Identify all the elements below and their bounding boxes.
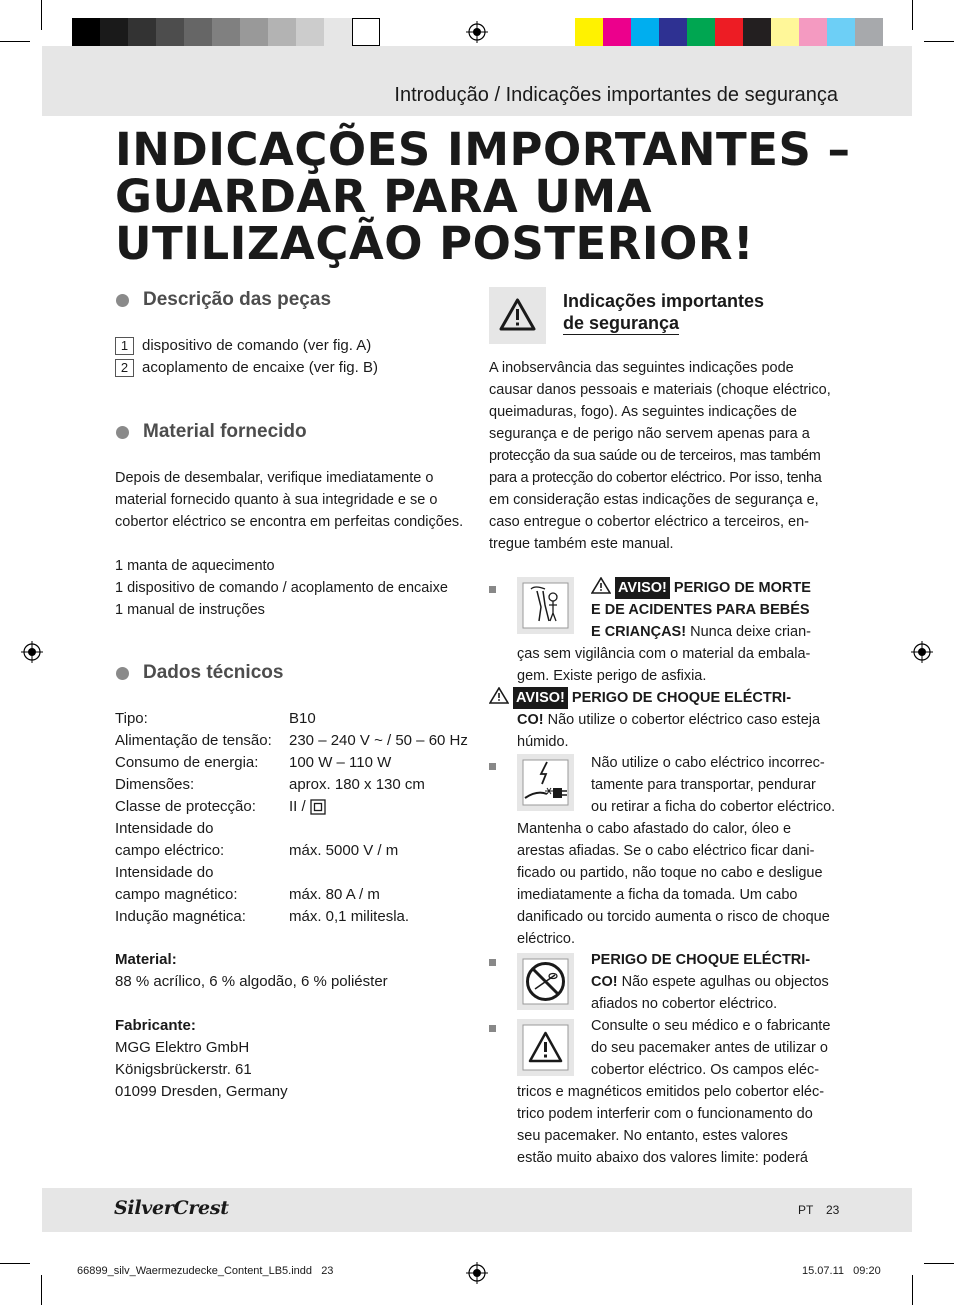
parts-list xyxy=(115,335,378,379)
table-row: Intensidade do xyxy=(115,864,214,881)
warning-5: Consulte o seu médico e o fabricante do seu pacemaker antes de utilizar o cobertor eléctrico. Os campos eléc- tricos e magnéticos emitidos pelo cobertor eléc- trico podem interferir com o funcionamento do seu pacemaker. No entanto, estes valores estão muito abaixo dos valores limite: poderá xyxy=(517,1018,831,1166)
warning-1: AVISO! PERIGO DE MORTE E DE ACIDENTES PARA BEBÉS E CRIANÇAS! Nunca deixe crian- ças sem vigilância com o material da embala- gem. Existe perigo de asfixia. xyxy=(517,577,811,687)
supplied-list xyxy=(115,555,448,621)
section-heading-parts: Descrição das peças xyxy=(143,289,332,310)
part-number: 2 xyxy=(115,359,134,377)
supplied-intro: Depois de desembalar, verifique imediatamente o material fornecido quanto à sua integridade e se o cobertor eléctrico se encontra em perfeitas condições. xyxy=(115,470,464,530)
safety-heading: Indicações importantes de segurança xyxy=(563,291,765,333)
main-title-line: INDICAÇÕES IMPORTANTES – xyxy=(115,123,851,176)
slug-date: 15.07.11 09:20 xyxy=(802,1265,881,1277)
safety-intro: A inobservância das seguintes indicações pode causar danos pessoais e materiais (choque eléctrico, queimaduras, fogo). As seguintes indicações de segurança e de perigo não servem apenas para a protecção da sua saúde ou de terceiros, mas também para a protecção do cobertor eléctrico. Por isso, tenha em consideração estas indicações de segurança e, caso entregue o cobertor eléctrico a terceiros, en- tregue também este manual. xyxy=(489,360,831,552)
table-row: Classe de protecção: II / xyxy=(115,796,468,818)
warning-3: Não utilize o cabo eléctrico incorrec- tamente para transportar, pendurar ou retirar a ficha do cobertor eléctrico. Mantenha o cabo afastado do calor, óleo e arestas afiadas. Se o cabo eléctrico ficar dani- ficado ou partido, não toque no cabo e desligue imediatamente a ficha da tomada. Um cabo danificado ou torcido aumenta o risco de choque eléctrico. xyxy=(517,755,836,947)
crop-mark xyxy=(41,1275,42,1305)
brand-logo: SilverCrest xyxy=(114,1197,229,1219)
registration-mark-icon xyxy=(466,21,488,43)
material-block xyxy=(115,949,388,993)
crop-mark xyxy=(924,1263,954,1264)
main-title xyxy=(115,123,875,270)
registration-mark-icon xyxy=(466,1262,488,1284)
footer-language: PT xyxy=(798,1203,814,1217)
list-bullet-icon xyxy=(489,763,496,770)
aviso-badge: AVISO! xyxy=(615,577,670,599)
section-bullet-icon xyxy=(116,294,129,307)
table-row: Alimentação de tensão: 230 – 240 V ~ / 50 – 60 Hz xyxy=(115,732,468,749)
list-item: 1 manta de aquecimento xyxy=(115,558,275,574)
section-bullet-icon xyxy=(116,667,129,680)
list-item: 1 dispositivo de comando / acoplamento de encaixe xyxy=(115,580,448,596)
registration-mark-icon xyxy=(21,641,43,663)
crop-mark xyxy=(912,1275,913,1305)
crop-mark xyxy=(924,41,954,42)
main-title-line: UTILIZAÇÃO POSTERIOR! xyxy=(115,217,755,270)
list-item: 1 manual de instruções xyxy=(115,602,265,618)
crop-mark xyxy=(912,0,913,30)
main-title-line: GUARDAR PARA UMA xyxy=(115,170,653,223)
section-heading-supplied: Material fornecido xyxy=(143,421,307,442)
manufacturer-label: Fabricante: xyxy=(115,1017,196,1034)
warning-triangle-icon xyxy=(489,287,546,344)
warning-small-icon xyxy=(591,577,611,594)
material-label: Material: xyxy=(115,951,177,968)
crop-mark xyxy=(0,1263,30,1264)
list-item: 1 dispositivo de comando (ver fig. A) xyxy=(115,335,378,357)
table-row: Intensidade do xyxy=(115,820,214,837)
table-row: campo magnético: máx. 80 A / m xyxy=(115,886,380,903)
table-row: Dimensões: aprox. 180 x 130 cm xyxy=(115,776,425,793)
specs-table xyxy=(115,708,468,928)
warning-small-icon xyxy=(489,687,509,704)
list-bullet-icon xyxy=(489,586,496,593)
aviso-badge: AVISO! xyxy=(513,687,568,709)
page-header-title: Introdução / Indicações importantes de segurança xyxy=(394,84,838,106)
table-row: Tipo: B10 xyxy=(115,710,316,727)
registration-mark-icon xyxy=(911,641,933,663)
part-number: 1 xyxy=(115,337,134,355)
list-bullet-icon xyxy=(489,959,496,966)
section-bullet-icon xyxy=(116,426,129,439)
list-item: 2 acoplamento de encaixe (ver fig. B) xyxy=(115,357,378,379)
protection-class-ii-icon xyxy=(310,799,326,815)
list-bullet-icon xyxy=(489,1025,496,1032)
manufacturer-block: Fabricante: MGG Elektro GmbH Königsbrückerstr. 61 01099 Dresden, Germany xyxy=(115,1017,288,1100)
section-heading-specs: Dados técnicos xyxy=(143,662,284,683)
table-row: Indução magnética: máx. 0,1 militesla. xyxy=(115,908,410,925)
table-row: Consumo de energia: 100 W – 110 W xyxy=(115,754,392,771)
warning-4: PERIGO DE CHOQUE ELÉCTRI- CO! Não espete agulhas ou objectos afiados no cobertor eléctrico. xyxy=(591,952,829,1012)
page-number: 23 xyxy=(826,1203,840,1217)
crop-mark xyxy=(41,0,42,30)
slug-filename: 66899_silv_Waermezudecke_Content_LB5.indd 23 xyxy=(77,1265,334,1277)
table-row: campo eléctrico: máx. 5000 V / m xyxy=(115,842,399,859)
warning-2: AVISO! PERIGO DE CHOQUE ELÉCTRI- CO! Não utilize o cobertor eléctrico caso esteja húmido. xyxy=(489,687,820,753)
material-text: 88 % acrílico, 6 % algodão, 6 % poliéster xyxy=(115,973,388,990)
crop-mark xyxy=(0,41,30,42)
